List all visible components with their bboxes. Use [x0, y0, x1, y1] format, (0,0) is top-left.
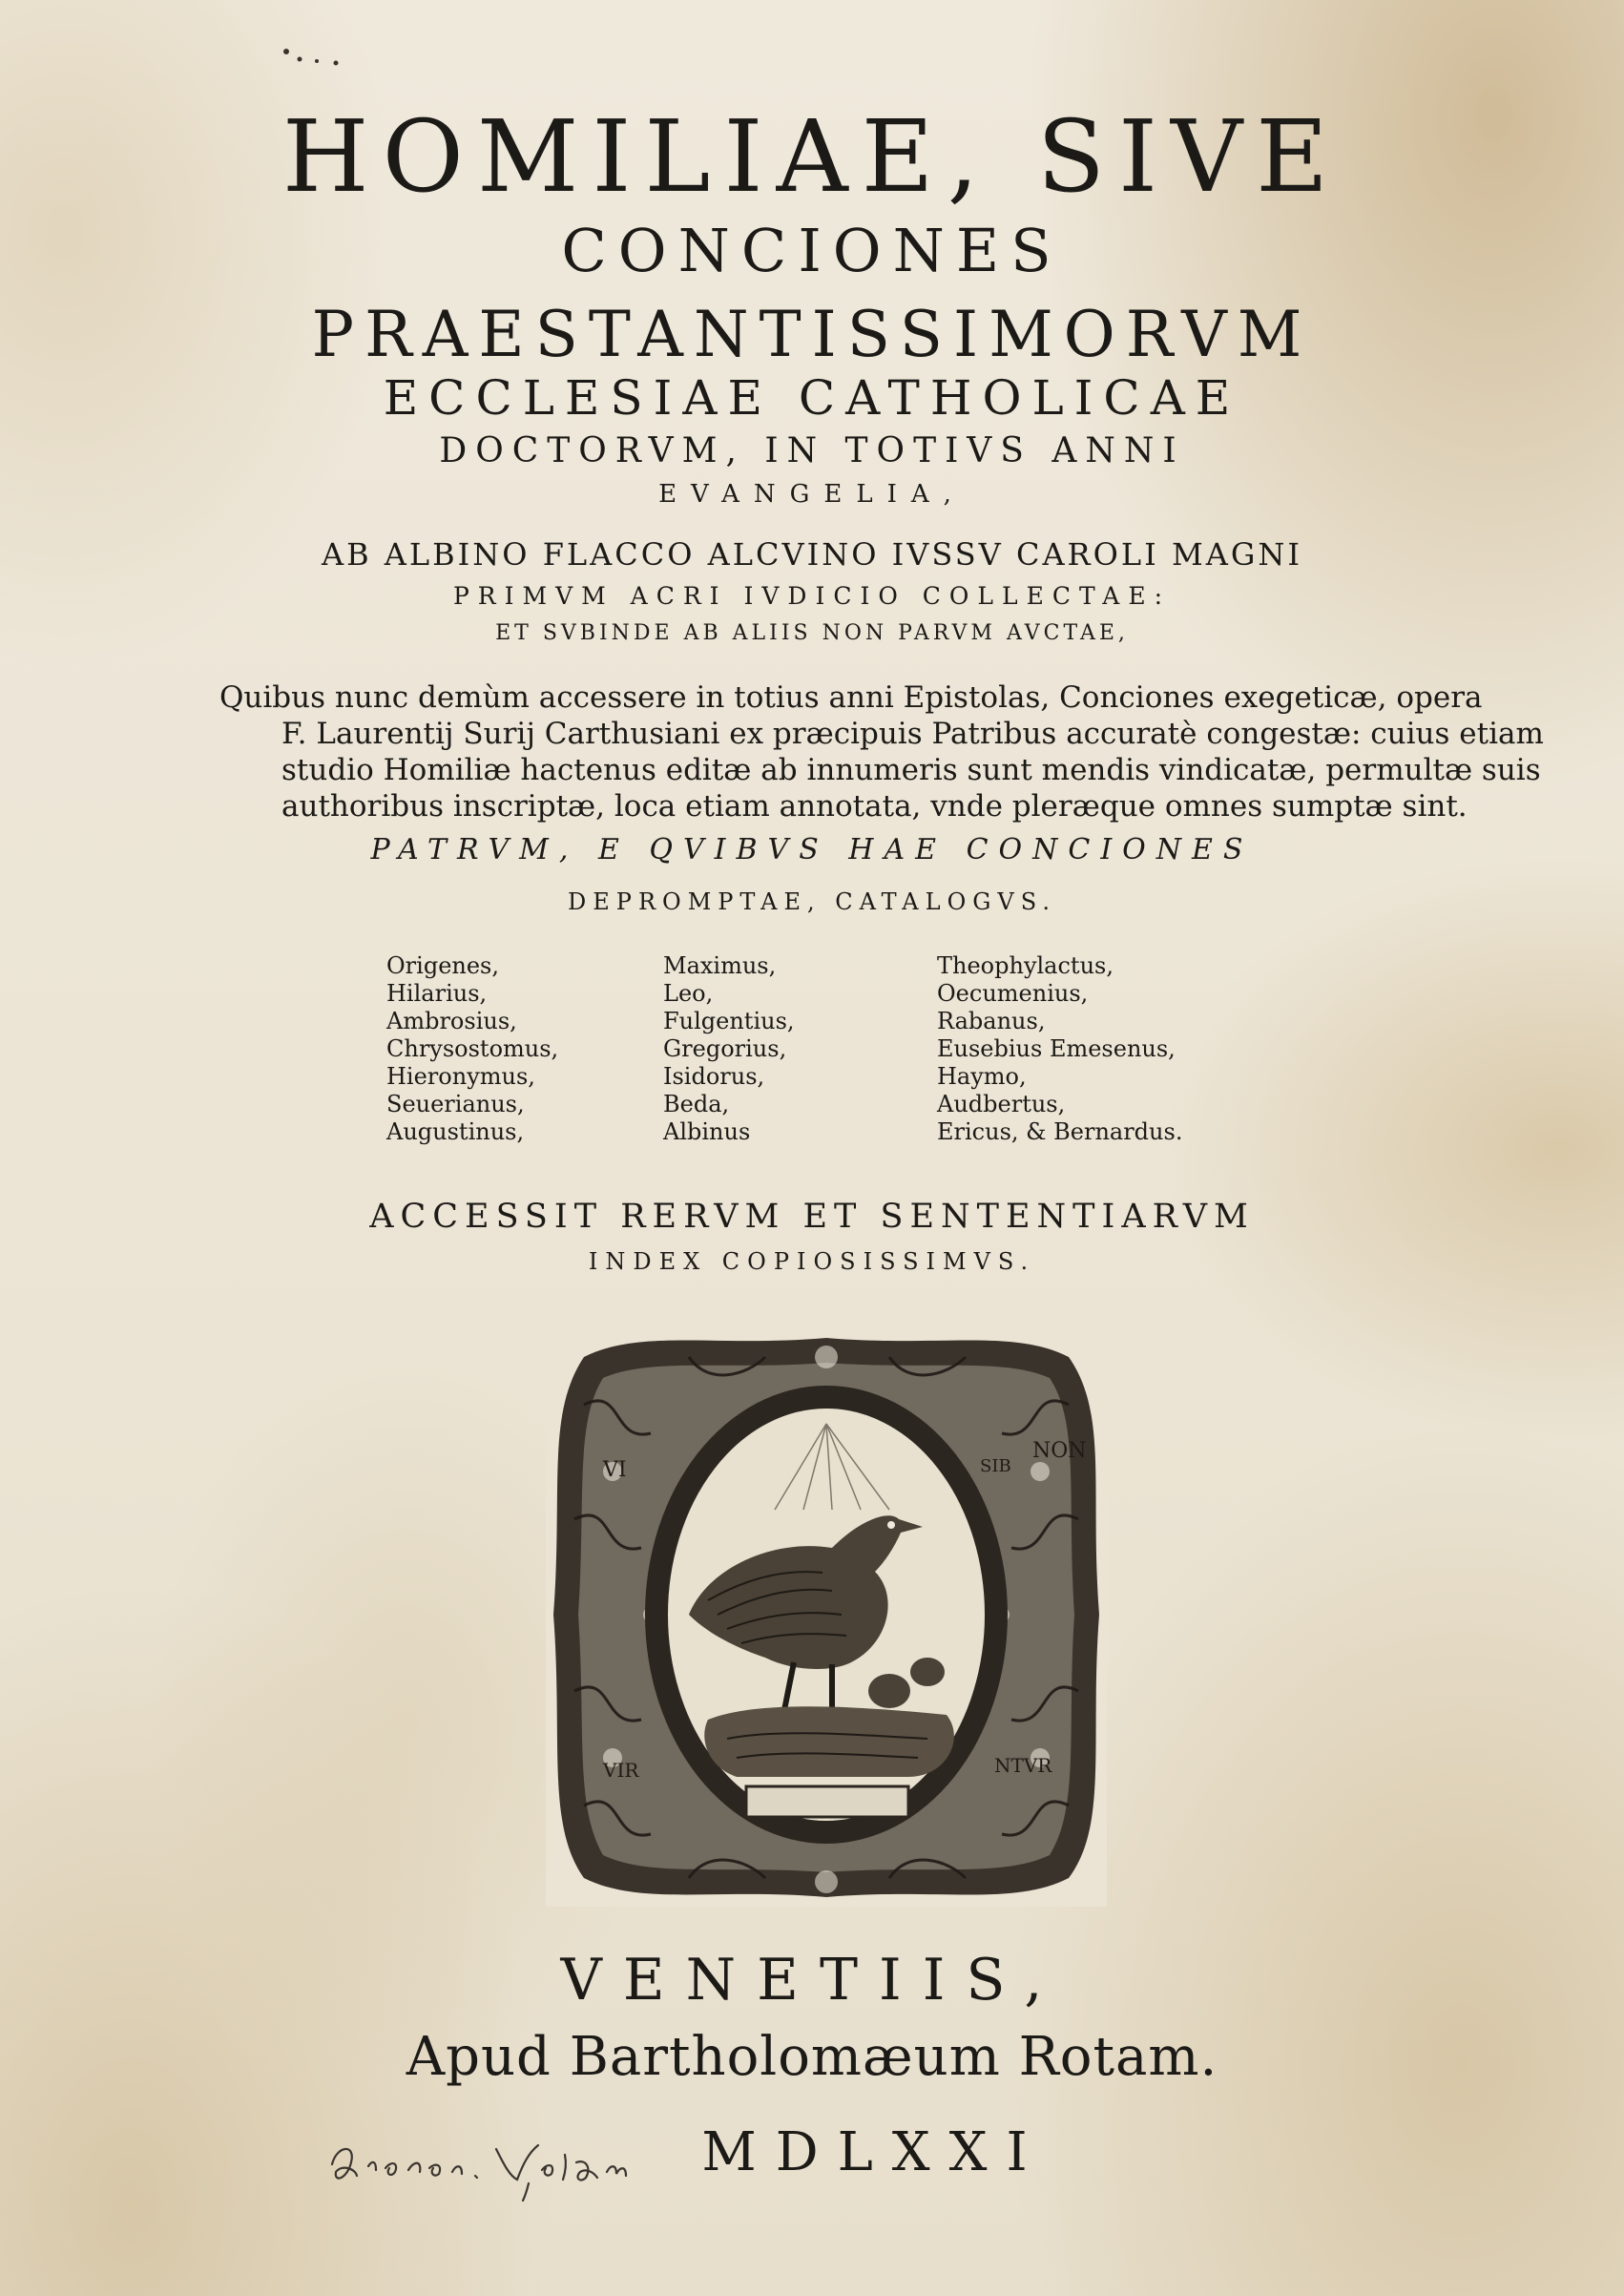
title-line-subinde: ET SVBINDE AB ALIIS NON PARVM AVCTAE, — [495, 621, 1129, 645]
paragraph-line: Quibus nunc demùm accessere in totius anni Epistolas, Conciones exegeticæ, opera — [219, 680, 1483, 715]
author-name: Augustinus, — [386, 1118, 525, 1145]
author-name: Hieronymus, — [386, 1063, 535, 1090]
author-name: Hilarius, — [386, 980, 488, 1007]
paragraph-line: F. Laurentij Surij Carthusiani ex præcipuis Patribus accuratè congestæ: cuius etiam — [281, 717, 1544, 751]
imprint-printer: Apud Bartholomæum Rotam. — [406, 2026, 1218, 2088]
title-line-albino: AB ALBINO FLACCO ALCVINO IVSSV CAROLI MAGNI — [321, 536, 1303, 573]
paragraph-line: authoribus inscriptæ, loca etiam annotata, vnde pleræque omnes sumptæ sint. — [281, 789, 1468, 824]
title-line-praestantissimorum: PRAESTANTISSIMORVM — [311, 298, 1313, 371]
author-name: Gregorius, — [663, 1035, 787, 1062]
author-name: Eusebius Emesenus, — [937, 1035, 1176, 1062]
description-paragraph — [210, 679, 1544, 824]
index-note-line1: ACCESSIT RERVM ET SENTENTIARVM — [369, 1198, 1255, 1236]
author-name: Leo, — [663, 980, 714, 1007]
author-name: Beda, — [663, 1091, 730, 1117]
author-name: Albinus — [663, 1118, 751, 1145]
paragraph-line: studio Homiliæ hactenus editæ ab innumeris sunt mendis vindicatæ, permultæ suis — [281, 753, 1541, 787]
imprint-year: MDLXXI — [701, 2121, 1047, 2183]
author-name: Seuerianus, — [386, 1091, 525, 1117]
author-name: Haymo, — [937, 1063, 1027, 1090]
author-name: Origenes, — [386, 952, 499, 979]
author-name: Ambrosius, — [386, 1008, 517, 1034]
catalogue-column-1 — [386, 952, 558, 1146]
device-motto-ntur: NTVR — [994, 1754, 1052, 1777]
title-line-doctorum: DOCTORVM, IN TOTIVS ANNI — [439, 431, 1185, 470]
author-name: Isidorus, — [663, 1063, 765, 1090]
handwritten-signature — [323, 2126, 637, 2202]
author-name: Fulgentius, — [663, 1008, 795, 1034]
title-line-evangelia: EVANGELIA, — [658, 480, 966, 509]
eagle-printers-device-icon — [546, 1328, 1107, 1907]
device-motto-vir: VIR — [603, 1759, 639, 1782]
ink-specks — [267, 38, 382, 76]
title-line-conciones: CONCIONES — [561, 216, 1063, 285]
author-name: Maximus, — [663, 952, 777, 979]
author-name: Audbertus, — [937, 1091, 1066, 1117]
device-motto-sib: SIB — [980, 1456, 1011, 1476]
author-name: Rabanus, — [937, 1008, 1046, 1034]
imprint-city: VENETIIS, — [560, 1947, 1064, 2014]
author-name: Ericus, & Bernardus. — [937, 1118, 1183, 1145]
title-line-primum: PRIMVM ACRI IVDICIO COLLECTAE: — [452, 582, 1172, 610]
catalogue-column-2 — [663, 952, 795, 1146]
author-name: Theophylactus, — [937, 952, 1114, 979]
index-note-line2: INDEX COPIOSISSIMVS. — [588, 1248, 1036, 1275]
title-line-homiliae: HOMILIAE, SIVE — [281, 98, 1343, 215]
author-name: Chrysostomus, — [386, 1035, 559, 1062]
author-name: Oecumenius, — [937, 980, 1089, 1007]
device-motto-vi: VI — [603, 1458, 627, 1482]
catalogue-column-3 — [937, 952, 1182, 1146]
catalogue-subheading: DEPROMPTAE, CATALOGVS. — [568, 888, 1056, 915]
catalogue-heading: PATRVM, E QVIBVS HAE CONCIONES — [370, 833, 1254, 866]
title-line-ecclesiae: ECCLESIAE CATHOLICAE — [383, 370, 1241, 426]
device-motto-non: NON — [1032, 1439, 1087, 1463]
